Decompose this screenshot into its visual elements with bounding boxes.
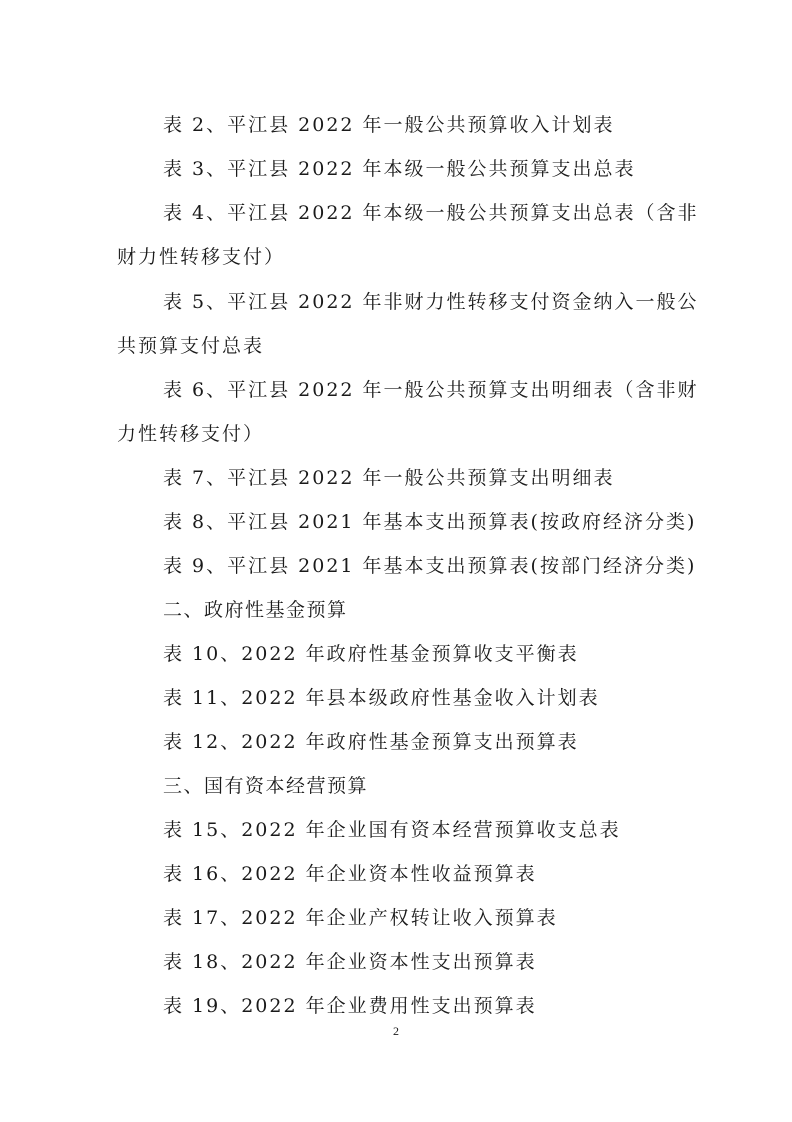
toc-entry-table-4-continued: 财力性转移支付） [117,246,286,268]
toc-entry-table-9: 表 9、平江县 2021 年基本支出预算表(按部门经济分类) [163,555,697,577]
toc-entry-table-5: 表 5、平江县 2022 年非财力性转移支付资金纳入一般公 [163,291,699,313]
page-number: 2 [393,1024,399,1038]
toc-entry-table-11: 表 11、2022 年县本级政府性基金收入计划表 [163,687,600,709]
toc-entry-table-8: 表 8、平江县 2021 年基本支出预算表(按政府经济分类) [163,511,697,533]
section-heading-state-capital-budget: 三、国有资本经营预算 [163,775,369,797]
toc-entry-table-19: 表 19、2022 年企业费用性支出预算表 [163,995,537,1017]
toc-entry-table-4: 表 4、平江县 2022 年本级一般公共预算支出总表（含非 [163,202,699,224]
toc-entry-table-17: 表 17、2022 年企业产权转让收入预算表 [163,907,558,929]
toc-entry-table-10: 表 10、2022 年政府性基金预算收支平衡表 [163,643,579,665]
toc-entry-table-7: 表 7、平江县 2022 年一般公共预算支出明细表 [163,467,615,489]
toc-entry-table-6-continued: 力性转移支付） [117,423,265,445]
toc-entry-table-16: 表 16、2022 年企业资本性收益预算表 [163,863,537,885]
toc-entry-table-2: 表 2、平江县 2022 年一般公共预算收入计划表 [163,114,615,136]
toc-entry-table-3: 表 3、平江县 2022 年本级一般公共预算支出总表 [163,158,636,180]
toc-entry-table-12: 表 12、2022 年政府性基金预算支出预算表 [163,731,579,753]
section-heading-government-fund-budget: 二、政府性基金预算 [163,599,348,621]
toc-entry-table-5-continued: 共预算支付总表 [117,335,265,357]
toc-entry-table-6: 表 6、平江县 2022 年一般公共预算支出明细表（含非财 [163,379,699,401]
toc-entry-table-15: 表 15、2022 年企业国有资本经营预算收支总表 [163,819,621,841]
toc-entry-table-18: 表 18、2022 年企业资本性支出预算表 [163,951,537,973]
